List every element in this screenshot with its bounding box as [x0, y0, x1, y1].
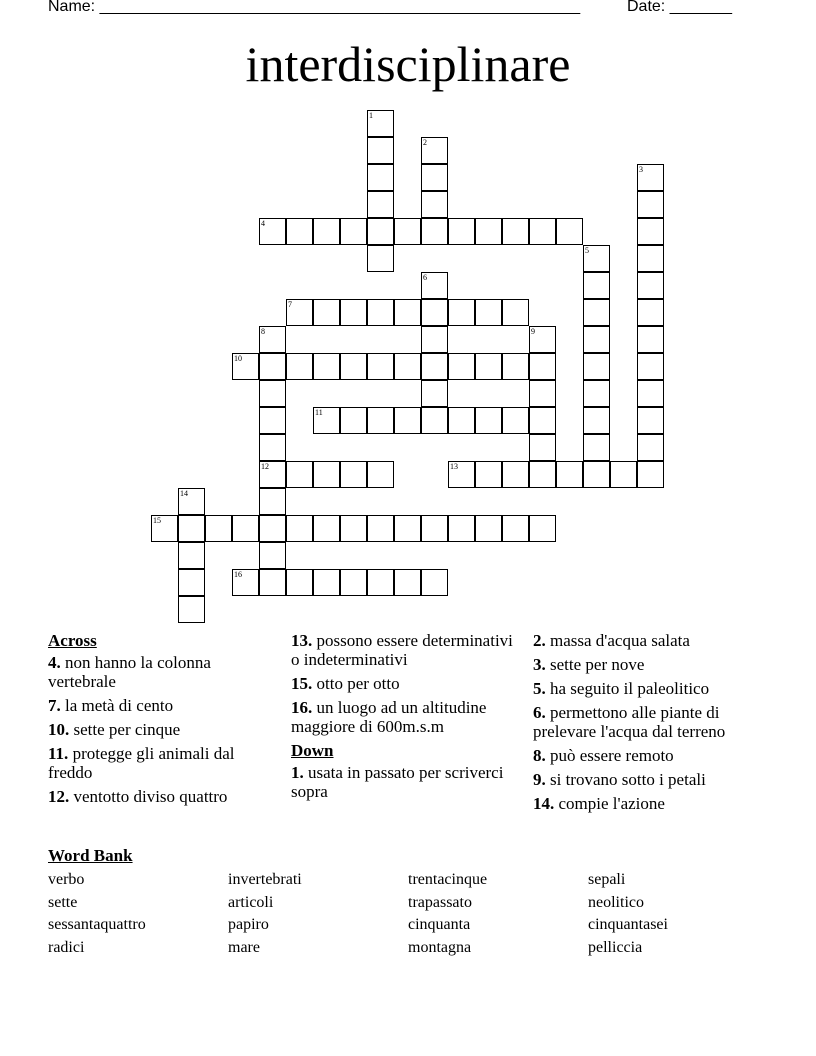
down-clue	[533, 770, 763, 789]
word-bank-word: trapassato	[408, 893, 472, 911]
grid-cell[interactable]	[259, 218, 286, 245]
clue-number: 15.	[291, 674, 313, 693]
word-bank-word: mare	[228, 939, 260, 957]
grid-cell[interactable]	[583, 245, 610, 272]
clue-text: compie l'azione	[554, 794, 665, 813]
grid-cell[interactable]	[259, 515, 286, 542]
grid-cell[interactable]	[178, 515, 205, 542]
grid-cell[interactable]	[313, 461, 340, 488]
grid-cell[interactable]	[367, 110, 394, 137]
grid-cell[interactable]	[367, 353, 394, 380]
cell-number: 9	[531, 327, 535, 336]
grid-cell[interactable]	[394, 569, 421, 596]
cell-number: 10	[234, 354, 242, 363]
down-clue	[533, 794, 763, 813]
grid-cell[interactable]	[637, 191, 664, 218]
grid-cell[interactable]	[529, 515, 556, 542]
grid-cell[interactable]	[178, 569, 205, 596]
grid-cell[interactable]	[286, 569, 313, 596]
clue-text: ha seguito il paleolitico	[545, 679, 710, 698]
clue-text: massa d'acqua salata	[545, 631, 690, 650]
cell-number: 15	[153, 516, 161, 525]
clue-text: può essere remoto	[545, 746, 674, 765]
date-field-label: Date: _______	[627, 0, 732, 15]
name-field-label: Name: ______________________________________________________	[48, 0, 581, 15]
grid-cell[interactable]	[394, 218, 421, 245]
grid-cell[interactable]	[637, 461, 664, 488]
grid-cell[interactable]	[232, 569, 259, 596]
grid-cell[interactable]	[475, 515, 502, 542]
across-clue	[48, 744, 273, 782]
word-bank-word: sepali	[588, 871, 626, 888]
grid-cell[interactable]	[259, 542, 286, 569]
clue-number: 14.	[533, 794, 555, 813]
clue-number: 3.	[533, 655, 546, 674]
word-bank-column	[48, 869, 146, 960]
grid-cell[interactable]	[421, 326, 448, 353]
clue-number: 8.	[533, 746, 546, 765]
down-clue	[533, 655, 763, 674]
grid-cell[interactable]	[259, 488, 286, 515]
clue-number: 1.	[291, 763, 304, 782]
across-clue	[291, 698, 516, 736]
grid-cell[interactable]	[313, 353, 340, 380]
grid-cell[interactable]	[394, 299, 421, 326]
grid-cell[interactable]	[502, 353, 529, 380]
grid-cell[interactable]	[259, 353, 286, 380]
grid-cell[interactable]	[637, 164, 664, 191]
grid-cell[interactable]	[637, 272, 664, 299]
down-clue	[533, 703, 763, 741]
clue-number: 2.	[533, 631, 546, 650]
word-bank-column	[408, 869, 487, 960]
grid-cell[interactable]	[367, 569, 394, 596]
grid-cell[interactable]	[610, 461, 637, 488]
word-bank-word: cinquanta	[408, 916, 471, 934]
grid-cell[interactable]	[367, 191, 394, 218]
down-clue	[533, 631, 763, 650]
grid-cell[interactable]	[259, 434, 286, 461]
grid-cell[interactable]	[556, 218, 583, 245]
grid-cell[interactable]	[583, 326, 610, 353]
clue-number: 4.	[48, 653, 61, 672]
grid-cell[interactable]	[637, 434, 664, 461]
grid-cell[interactable]	[583, 380, 610, 407]
grid-cell[interactable]	[367, 515, 394, 542]
clue-text: non hanno la colonna vertebrale	[48, 653, 211, 691]
grid-cell[interactable]	[448, 218, 475, 245]
across-clue	[48, 720, 273, 739]
across-clue	[48, 787, 273, 806]
grid-cell[interactable]	[313, 299, 340, 326]
grid-cell[interactable]	[367, 299, 394, 326]
grid-cell[interactable]	[286, 353, 313, 380]
grid-cell[interactable]	[421, 137, 448, 164]
grid-cell[interactable]	[637, 326, 664, 353]
cell-number: 5	[585, 246, 589, 255]
clue-number: 6.	[533, 703, 546, 722]
grid-cell[interactable]	[583, 461, 610, 488]
clue-number: 5.	[533, 679, 546, 698]
grid-cell[interactable]	[340, 461, 367, 488]
clue-number: 13.	[291, 631, 313, 650]
grid-cell[interactable]	[286, 515, 313, 542]
down-clue	[533, 679, 763, 698]
cell-number: 3	[639, 165, 643, 174]
grid-cell[interactable]	[367, 245, 394, 272]
grid-cell[interactable]	[232, 515, 259, 542]
grid-cell[interactable]	[178, 542, 205, 569]
grid-cell[interactable]	[178, 488, 205, 515]
clue-text: protegge gli animali dal freddo	[48, 744, 235, 782]
cell-number: 13	[450, 462, 458, 471]
clue-number: 7.	[48, 696, 61, 715]
grid-cell[interactable]	[367, 461, 394, 488]
grid-cell[interactable]	[502, 218, 529, 245]
grid-cell[interactable]	[583, 434, 610, 461]
word-bank-word: montagna	[408, 939, 472, 957]
grid-cell[interactable]	[286, 299, 313, 326]
grid-cell[interactable]	[583, 299, 610, 326]
grid-cell[interactable]	[259, 380, 286, 407]
cell-number: 14	[180, 489, 188, 498]
word-bank-word: papiro	[228, 916, 269, 934]
grid-cell[interactable]	[448, 461, 475, 488]
grid-cell[interactable]	[475, 407, 502, 434]
down-clue	[533, 746, 763, 765]
grid-cell[interactable]	[421, 218, 448, 245]
cell-number: 2	[423, 138, 427, 147]
grid-cell[interactable]	[421, 272, 448, 299]
grid-cell[interactable]	[448, 407, 475, 434]
word-bank-column	[228, 869, 302, 960]
grid-cell[interactable]	[529, 434, 556, 461]
word-bank-word: radici	[48, 939, 85, 957]
grid-cell[interactable]	[448, 353, 475, 380]
grid-cell[interactable]	[259, 407, 286, 434]
word-bank-word: sessantaquattro	[48, 916, 146, 934]
grid-cell[interactable]	[448, 515, 475, 542]
clue-number: 11.	[48, 744, 69, 763]
word-bank-column	[588, 869, 668, 960]
grid-cell[interactable]	[529, 380, 556, 407]
grid-cell[interactable]	[448, 299, 475, 326]
grid-cell[interactable]	[340, 515, 367, 542]
grid-cell[interactable]	[529, 461, 556, 488]
grid-cell[interactable]	[529, 407, 556, 434]
cell-number: 4	[261, 219, 265, 228]
clue-text: usata in passato per scriverci sopra	[291, 763, 504, 801]
grid-cell[interactable]	[394, 407, 421, 434]
word-bank-word: articoli	[228, 893, 274, 911]
clue-text: sette per nove	[545, 655, 645, 674]
grid-cell[interactable]	[637, 218, 664, 245]
word-bank-word: sette	[48, 893, 78, 911]
grid-cell[interactable]	[421, 407, 448, 434]
clue-number: 16.	[291, 698, 313, 717]
grid-cell[interactable]	[421, 299, 448, 326]
clue-text: sette per cinque	[69, 720, 181, 739]
grid-cell[interactable]	[367, 137, 394, 164]
grid-cell[interactable]	[502, 515, 529, 542]
word-bank-word: cinquantasei	[588, 916, 668, 934]
grid-cell[interactable]	[232, 353, 259, 380]
word-bank-word: trentacinque	[408, 871, 488, 888]
puzzle-title: interdisciplinare	[245, 36, 571, 92]
down-clue	[291, 763, 516, 801]
word-bank-heading: Word Bank	[48, 846, 133, 865]
grid-cell[interactable]	[313, 407, 340, 434]
grid-cell[interactable]	[529, 353, 556, 380]
grid-cell[interactable]	[178, 596, 205, 623]
grid-cell[interactable]	[340, 353, 367, 380]
cell-number: 7	[288, 300, 292, 309]
cell-number: 1	[369, 111, 373, 120]
word-bank-word: invertebrati	[228, 871, 302, 888]
across-heading: Across	[48, 631, 97, 650]
grid-cell[interactable]	[313, 569, 340, 596]
clue-column-3	[533, 631, 763, 818]
grid-cell[interactable]	[259, 461, 286, 488]
grid-cell[interactable]	[313, 515, 340, 542]
across-clue	[291, 631, 516, 669]
grid-cell[interactable]	[475, 461, 502, 488]
cell-number: 11	[315, 408, 323, 417]
clue-text: la metà di cento	[60, 696, 174, 715]
grid-cell[interactable]	[583, 353, 610, 380]
grid-cell[interactable]	[421, 569, 448, 596]
grid-cell[interactable]	[421, 164, 448, 191]
grid-cell[interactable]	[637, 245, 664, 272]
grid-cell[interactable]	[367, 407, 394, 434]
grid-cell[interactable]	[583, 407, 610, 434]
clue-text: possono essere determinativi o indeterminativi	[291, 631, 513, 669]
grid-cell[interactable]	[367, 164, 394, 191]
across-clue	[48, 696, 273, 715]
grid-cell[interactable]	[475, 218, 502, 245]
clue-number: 12.	[48, 787, 70, 806]
grid-cell[interactable]	[637, 407, 664, 434]
clue-number: 9.	[533, 770, 546, 789]
word-bank-word: verbo	[48, 871, 85, 888]
grid-cell[interactable]	[421, 515, 448, 542]
cell-number: 16	[234, 570, 242, 579]
cell-number: 12	[261, 462, 269, 471]
grid-cell[interactable]	[421, 353, 448, 380]
grid-cell[interactable]	[556, 461, 583, 488]
clue-column-2	[291, 631, 516, 806]
grid-cell[interactable]	[259, 326, 286, 353]
grid-cell[interactable]	[529, 326, 556, 353]
grid-cell[interactable]	[475, 299, 502, 326]
cell-number: 6	[423, 273, 427, 282]
grid-cell[interactable]	[421, 380, 448, 407]
clue-text: un luogo ad un altitudine maggiore di 600m.s.m	[291, 698, 487, 736]
grid-cell[interactable]	[151, 515, 178, 542]
grid-cell[interactable]	[340, 407, 367, 434]
grid-cell[interactable]	[367, 218, 394, 245]
clue-text: si trovano sotto i petali	[545, 770, 706, 789]
grid-cell[interactable]	[313, 218, 340, 245]
grid-cell[interactable]	[340, 299, 367, 326]
grid-cell[interactable]	[394, 353, 421, 380]
across-clue	[291, 674, 516, 693]
clue-text: otto per otto	[312, 674, 400, 693]
grid-cell[interactable]	[637, 353, 664, 380]
grid-cell[interactable]	[637, 380, 664, 407]
grid-cell[interactable]	[502, 299, 529, 326]
across-clue	[48, 653, 273, 691]
grid-cell[interactable]	[205, 515, 232, 542]
grid-cell[interactable]	[502, 461, 529, 488]
grid-cell[interactable]	[394, 515, 421, 542]
grid-cell[interactable]	[583, 272, 610, 299]
grid-cell[interactable]	[529, 218, 556, 245]
grid-cell[interactable]	[340, 218, 367, 245]
grid-cell[interactable]	[475, 353, 502, 380]
grid-cell[interactable]	[259, 569, 286, 596]
clue-text: ventotto diviso quattro	[69, 787, 228, 806]
clue-column-1	[48, 631, 273, 811]
cell-number: 8	[261, 327, 265, 336]
clue-text: permettono alle piante di prelevare l'acqua dal terreno	[533, 703, 726, 741]
grid-cell[interactable]	[286, 218, 313, 245]
word-bank-word: pelliccia	[588, 939, 643, 957]
down-heading: Down	[291, 741, 334, 760]
clue-number: 10.	[48, 720, 70, 739]
grid-cell[interactable]	[340, 569, 367, 596]
grid-cell[interactable]	[286, 461, 313, 488]
word-bank-word: neolitico	[588, 893, 644, 911]
grid-cell[interactable]	[421, 191, 448, 218]
grid-cell[interactable]	[637, 299, 664, 326]
grid-cell[interactable]	[502, 407, 529, 434]
